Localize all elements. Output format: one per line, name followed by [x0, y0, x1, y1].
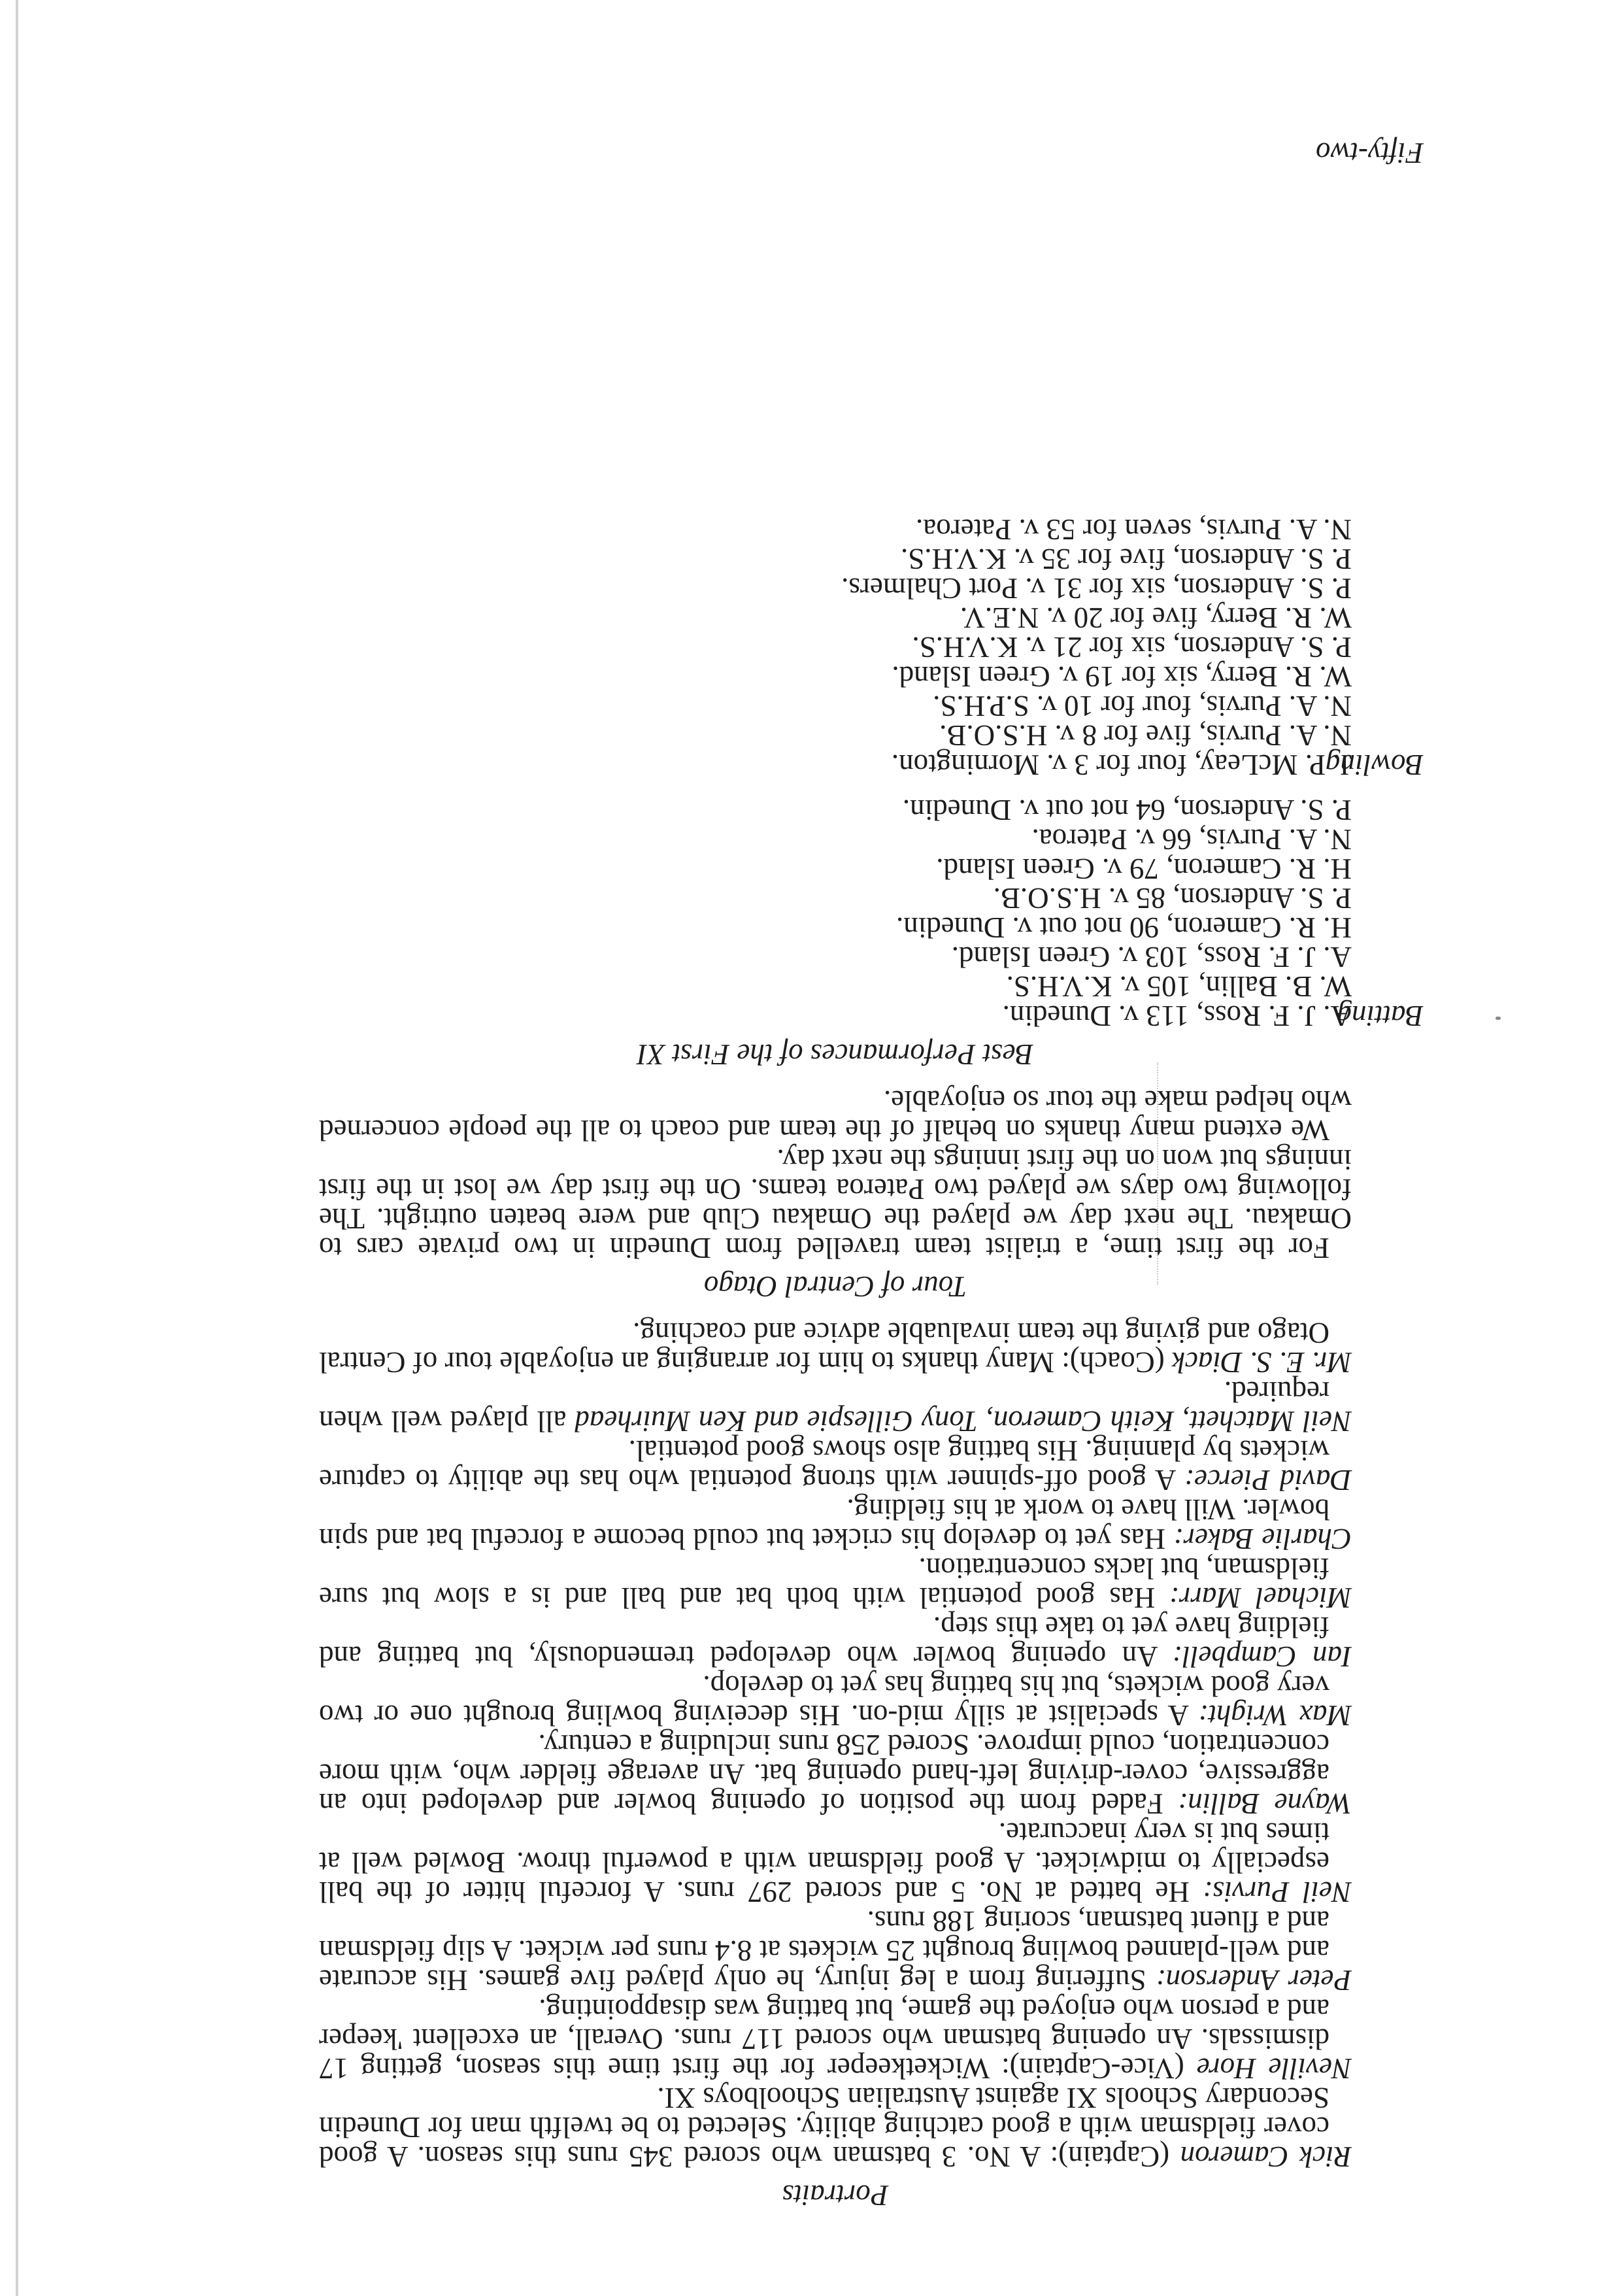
tour-heading: Tour of Central Otago	[703, 1270, 967, 1303]
batting-performance-item: A. J. F. Ross, 103 v. Green Island.	[951, 941, 1352, 973]
scan-speck	[1496, 1017, 1501, 1020]
bowling-performance-item: W. R. Berry, five for 20 v. N.E.V.	[960, 601, 1352, 634]
batting-label: Batting	[1337, 1000, 1424, 1032]
batting-performance-item: H. R. Cameron, 79 v. Green Island.	[936, 853, 1352, 885]
batting-performance-item: H. R. Cameron, 90 not out v. Dunedin.	[895, 911, 1352, 944]
bowling-list	[319, 515, 1352, 779]
portrait-text: (Vice-Captain): Wicketkeeper for the first time this season, getting 17 dismissals. An opening batsman who scored 117 runs. Overall, an excellent 'keeper and a person who enjoyed the game, but batting was disappointing.	[319, 1993, 1329, 2085]
rotated-text-block	[208, 131, 1424, 2210]
portrait-name: Charlie Baker:	[1173, 1523, 1352, 1555]
portrait-name: Wayne Ballin:	[1178, 1787, 1352, 1820]
portrait-text: (Captain): A No. 3 batsman who scored 345 runs this season. A good cover fieldsman with a good catching ability. Selected to be twelfth man for Dunedin Secondary Schools XI against Australian Schoolboys XI.	[318, 2082, 1329, 2173]
portrait-text: Suffering from a leg injury, he only played five games. His accurate and well-planned bowling brought 25 wickets at 8.4 runs per wicket. A slip fieldsman and a fluent batsman, scoring 188 runs.	[319, 1905, 1329, 1997]
portrait-name: Michael Marr:	[1169, 1581, 1352, 1614]
portrait-name: Peter Anderson:	[1156, 1964, 1352, 1997]
portraits-heading: Portraits	[782, 2179, 889, 2212]
portrait-name: Mr. E. S. Diack	[1171, 1346, 1352, 1379]
portrait-entry	[319, 1906, 1352, 1995]
batting-performance-item: A. J. F. Ross, 113 v. Dunedin.	[1002, 1000, 1352, 1032]
portrait-text: all played well when required.	[319, 1376, 1329, 1438]
batting-performance-item: N. A. Purvis, 66 v. Pateroa.	[1031, 823, 1352, 856]
portrait-name: Rick Cameron	[1180, 2140, 1352, 2173]
portrait-entry	[319, 1818, 1352, 1906]
portrait-entry	[319, 1995, 1352, 2083]
portrait-entry	[319, 1494, 1352, 1553]
portraits-list	[319, 1318, 1352, 2171]
bowling-performance-item: N. A. Purvis, seven for 53 v. Pateroa.	[916, 513, 1352, 546]
portrait-entry	[319, 1730, 1352, 1818]
portrait-entry	[319, 1377, 1352, 1436]
page-content	[318, 513, 1424, 2212]
tour-paragraph-2: We extend many thanks on behalf of the team and coach to all the people concerned who helped make the tour so enjoyable.	[319, 1085, 1352, 1147]
bowling-performance-item: N. A. Purvis, four for 10 v. S.P.H.S.	[933, 690, 1352, 722]
portrait-entry	[319, 1612, 1352, 1671]
portrait-name: Neil Matchett, Keith Cameron, Tony Gillespie and Ken Muirhead	[575, 1405, 1352, 1438]
batting-section	[319, 794, 1424, 1032]
tour-paragraph-1: For the first time, a trialist team travelled from Dunedin in two private cars to Omakau. The next day we played the Omakau Club and were beaten outright. The following two days we played two Pateroa teams. On the first day we lost in the first innings but won on the first innings the next day.	[319, 1143, 1352, 1264]
portrait-text: An opening bowler who developed tremendously, but batting and fielding have yet to take this step.	[319, 1611, 1329, 1673]
bowling-performance-item: P. S. Anderson, six for 31 v. Port Chalmers.	[841, 572, 1352, 605]
batting-performance-item: P. S. Anderson, 64 not out v. Dunedin.	[902, 794, 1352, 826]
bowling-performance-item: P. S. Anderson, five for 35 v. K.V.H.S.	[900, 543, 1352, 575]
portrait-text: Has good potential with both bat and ball and is a slow but sure fieldsman, but lacks concentration.	[319, 1552, 1329, 1614]
portrait-name: Neville Hore	[1196, 2052, 1352, 2085]
page-number: Fifty-two	[1316, 137, 1424, 169]
portrait-entry	[319, 2083, 1352, 2171]
portrait-entry	[319, 1671, 1352, 1730]
portrait-name: Ian Campbell:	[1172, 1640, 1352, 1673]
portrait-name: Max Wright:	[1198, 1699, 1352, 1732]
portrait-name: David Pierce:	[1184, 1464, 1352, 1496]
portrait-text: He batted at No. 5 and scored 297 runs. A forceful hitter of the ball especially to midwicket. A good fieldsman with a powerful throw. Bowled well at times but is very inaccurate.	[318, 1817, 1329, 1908]
portrait-text: (Coach): Many thanks to him for arranging an enjoyable tour of Central Otago and giving the team invaluable advice and coaching.	[319, 1317, 1329, 1379]
portrait-text: A specialist at silly mid-on. His deceiving bowling brought one or two very good wickets, but his batting has yet to develop.	[319, 1670, 1329, 1732]
batting-performance-item: W. B. Ballin, 105 v. K.V.H.S.	[1006, 970, 1352, 1003]
portrait-text: A good off-spinner with strong potential who has the ability to capture wickets by planning. His batting also shows good potential.	[319, 1434, 1329, 1496]
portrait-entry	[319, 1318, 1352, 1377]
portrait-text: Has yet to develop his cricket but could become a forceful bat and spin bowler. Will have to work at his fielding.	[318, 1493, 1329, 1555]
portrait-name: Neil Purvis:	[1203, 1876, 1352, 1908]
best-performances-heading: Best Performances of the First XI	[637, 1038, 1034, 1071]
bowling-section	[319, 513, 1424, 781]
batting-performance-item: P. S. Anderson, 85 v. H.S.O.B.	[993, 882, 1352, 915]
portrait-text: Faded from the position of opening bowler and developed into an aggressive, cover-driving left-hand opening bat. An average fielder who, with more concentration, could improve. Scored 258 runs including a century.	[318, 1729, 1329, 1820]
bowling-performance-item: J. P. McLeay, four for 3 v. Mornington.	[891, 749, 1352, 781]
bowling-label: Bowling	[1325, 749, 1424, 781]
batting-list	[319, 795, 1352, 1030]
bowling-performance-item: N. A. Purvis, five for 8 v. H.S.O.B.	[939, 719, 1352, 752]
bowling-performance-item: P. S. Anderson, six for 21 v. K.V.H.S.	[912, 631, 1352, 664]
bowling-performance-item: W. R. Berry, six for 19 v. Green Island.	[892, 660, 1352, 693]
portrait-entry	[319, 1553, 1352, 1612]
scan-edge-line	[16, 0, 18, 2296]
portrait-entry	[319, 1436, 1352, 1494]
